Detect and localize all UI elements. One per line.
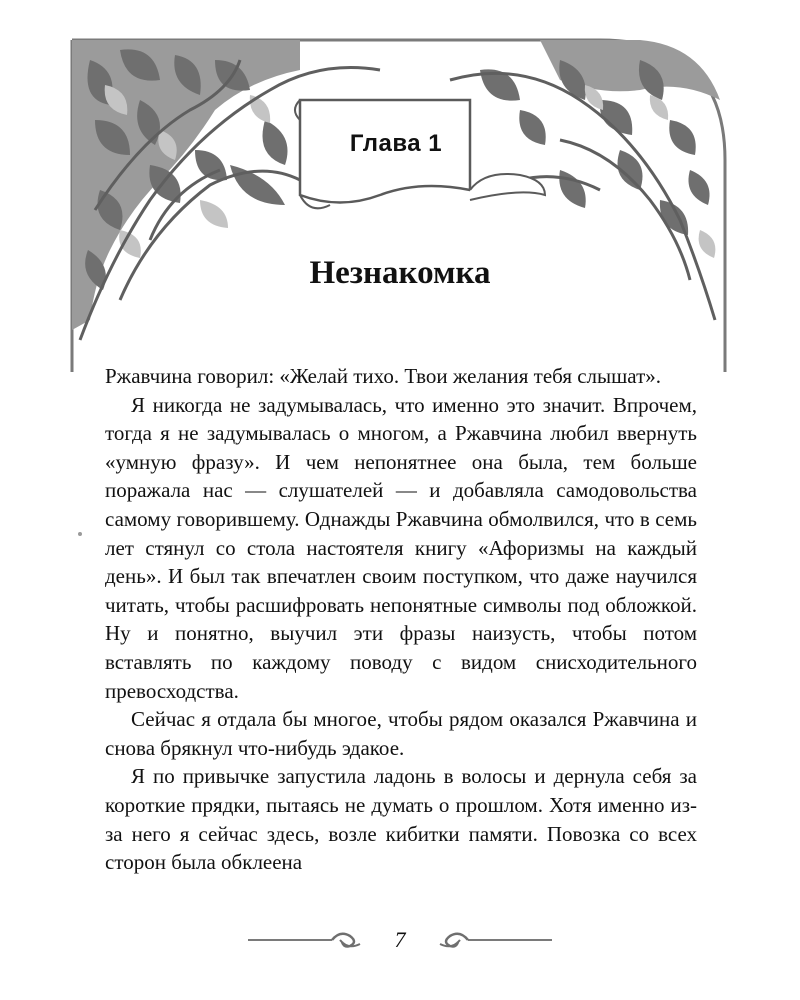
paragraph: Сейчас я отдала бы многое, чтобы рядом оказался Ржавчина и снова брякнул что-нибудь эдакое. xyxy=(105,707,697,760)
vine-leaves-ornament xyxy=(0,0,800,380)
chapter-body-text xyxy=(105,362,697,877)
swirl-ornament-icon xyxy=(440,934,552,947)
page-number: 7 xyxy=(394,927,406,952)
paragraph: Ржавчина говорил: «Желай тихо. Твои желания тебя слышат». xyxy=(105,364,662,388)
swirl-ornament-icon xyxy=(248,934,360,947)
chapter-title: Незнакомка xyxy=(309,255,491,291)
page-footer xyxy=(240,922,560,958)
margin-mark xyxy=(78,532,82,536)
paragraph: Я по привычке запустила ладонь в волосы и дернула себя за короткие прядки, пытаясь не думать о прошлом. Хотя именно из-за него я сейчас здесь, возле кибитки памяти. Повозка со всех сторон была обклеена xyxy=(105,764,697,875)
paragraph: Я никогда не задумывалась, что именно это значит. Впрочем, тогда я не задумывалась о многом, а Ржавчина любил ввернуть «умную фразу». И чем непонятнее она была, тем больше поражала нас — слушателей — и добавляла самодовольства самому говорившему. Однажды Ржавчина обмолвился, что в семь лет стянул со стола настоятеля книгу «Афоризмы на каждый день». И был так впечатлен своим поступком, что даже научился читать, чтобы расшифровать непонятные символы под обложкой. Ну и понятно, выучил эти фразы наизусть, чтобы потом вставлять по каждому поводу с видом снисходительного превосходства. xyxy=(105,392,697,703)
chapter-label: Глава 1 xyxy=(349,130,443,157)
